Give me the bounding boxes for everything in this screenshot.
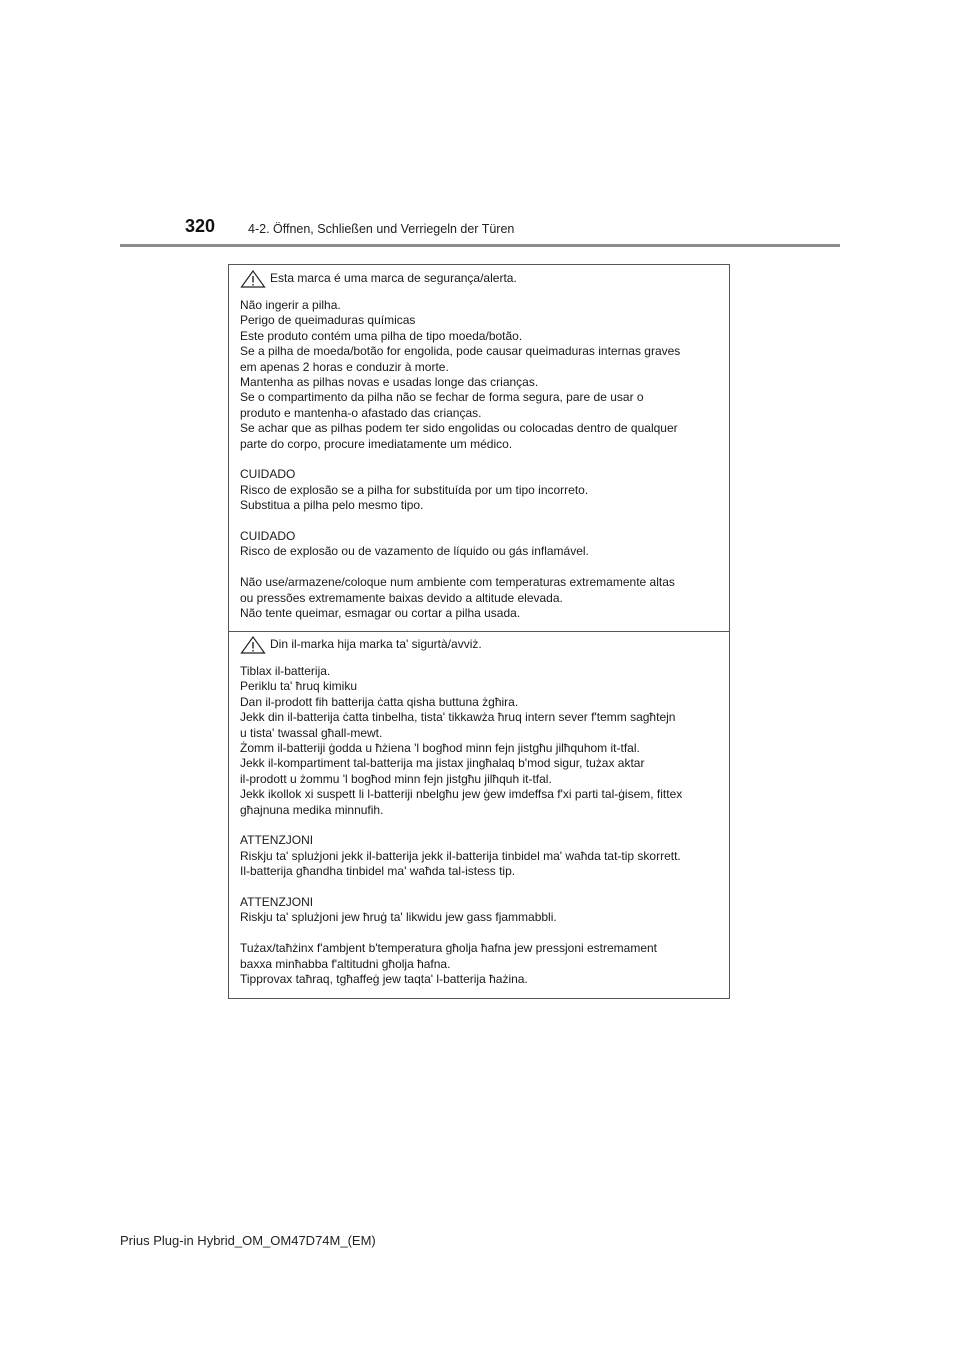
- warning-text-line: produto e mantenha-o afastado das crianças.: [240, 405, 482, 420]
- header-rule: [120, 244, 840, 247]
- warning-text-line: Periklu ta' ħruq kimiku: [240, 679, 357, 694]
- warning-text-line: Jekk ikollok xi suspett li l-batteriji nbelgħu jew ġew imdeffsa f'xi parti tal-ġisem, fittex: [240, 787, 683, 802]
- warning-text-group: [240, 833, 723, 879]
- warning-heading: Din il-marka hija marka ta' sigurtà/avviż.: [270, 637, 482, 652]
- warning-text-line: Se a pilha de moeda/botão for engolida, pode causar queimaduras internas graves: [240, 344, 681, 359]
- warning-text-line: Riskju ta' splużjoni jekk il-batterija jekk il-batterija tinbidel ma' waħda tat-tip skorrett.: [240, 848, 681, 863]
- warning-text-line: baxxa minħabba f'altitudni għolja ħafna.: [240, 956, 451, 971]
- warning-text-group: [240, 298, 723, 452]
- warning-text-line: Risco de explosão se a pilha for substituída por um tipo incorreto.: [240, 482, 589, 497]
- warning-text-line: ou pressões extremamente baixas devido a altitude elevada.: [240, 590, 563, 605]
- warning-text-line: Perigo de queimaduras químicas: [240, 313, 416, 328]
- footer-model: Prius Plug-in Hybrid_OM_OM47D74M_(EM): [120, 1233, 376, 1248]
- warning-text-line: Se o compartimento da pilha não se fechar de forma segura, pare de usar o: [240, 390, 644, 405]
- warning-text-line: għajnuna medika minnufih.: [240, 802, 384, 817]
- warning-text-line: Se achar que as pilhas podem ter sido engolidas ou colocadas dentro de qualquer: [240, 421, 678, 436]
- warning-text-line: Substitua a pilha pelo mesmo tipo.: [240, 498, 424, 513]
- warning-panel-portuguese: [229, 270, 729, 621]
- warning-text-line: Este produto contém uma pilha de tipo moeda/botão.: [240, 328, 523, 343]
- warning-text-group: [240, 467, 723, 513]
- warning-text-line: Riskju ta' splużjoni jew ħruġ ta' likwidu jew gass fjammabbli.: [240, 910, 557, 925]
- warning-text-line: Tiblax il-batterija.: [240, 664, 331, 678]
- warning-text-line: Jekk din il-batterija ċatta tinbelha, tista' tikkawża ħruq intern sever f'temm sagħtejn: [240, 710, 676, 725]
- caution-label: CUIDADO: [240, 529, 296, 544]
- warning-text-line: Żomm il-batteriji ġodda u ħżiena 'l bogħod minn fejn jistgħu jilħquhom it-tfal.: [240, 741, 640, 756]
- warning-triangle-icon: [240, 636, 266, 654]
- warning-text-line: Não use/armazene/coloque num ambiente com temperaturas extremamente altas: [240, 575, 675, 590]
- warning-text-line: Tipprovax taħraq, tgħaffeġ jew taqta' l-batterija ħażina.: [240, 972, 528, 987]
- warning-triangle-icon: [240, 270, 266, 288]
- warning-panel-maltese: [229, 636, 729, 987]
- warning-text-line: Dan il-prodott fih batterija ċatta qisha buttuna żgħira.: [240, 694, 519, 709]
- section-title: 4-2. Öffnen, Schließen und Verriegeln der Türen: [248, 222, 515, 236]
- caution-label: CUIDADO: [240, 467, 296, 482]
- warning-text-group: [240, 529, 723, 560]
- panel-divider: [229, 631, 729, 632]
- warning-text-line: il-prodott u żommu 'l bogħod minn fejn jistgħu jilħquh it-tfal.: [240, 771, 552, 786]
- warning-text-group: [240, 664, 723, 818]
- warning-text-line: Jekk il-kompartiment tal-batterija ma jistax jingħalaq b'mod sigur, tużax aktar: [240, 756, 645, 771]
- warning-text-line: Il-batterija għandha tinbidel ma' waħda tal-istess tip.: [240, 864, 516, 879]
- warning-text-line: u tista' twassal għall-mewt.: [240, 725, 383, 740]
- warning-text-group: [240, 895, 723, 926]
- caution-label: ATTENZJONI: [240, 833, 314, 848]
- warning-text-line: Tużax/taħżinx f'ambjent b'temperatura għolja ħafna jew pressjoni estremament: [240, 941, 658, 956]
- warning-text-line: Risco de explosão ou de vazamento de líquido ou gás inflamável.: [240, 544, 589, 559]
- warning-heading-row: [240, 270, 723, 288]
- caution-label: ATTENZJONI: [240, 895, 314, 910]
- warning-heading-row: [240, 636, 723, 654]
- warning-box: [228, 264, 730, 999]
- warning-text-line: parte do corpo, procure imediatamente um médico.: [240, 436, 513, 451]
- warning-text-line: Não ingerir a pilha.: [240, 298, 341, 312]
- warning-text-group: [240, 941, 723, 987]
- page-number: 320: [185, 216, 216, 236]
- warning-text-line: Não tente queimar, esmagar ou cortar a pilha usada.: [240, 606, 521, 621]
- warning-text-group: [240, 575, 723, 621]
- warning-heading: Esta marca é uma marca de segurança/alerta.: [270, 271, 517, 286]
- warning-text-line: Mantenha as pilhas novas e usadas longe das crianças.: [240, 375, 539, 390]
- warning-text-line: em apenas 2 horas e conduzir à morte.: [240, 359, 449, 374]
